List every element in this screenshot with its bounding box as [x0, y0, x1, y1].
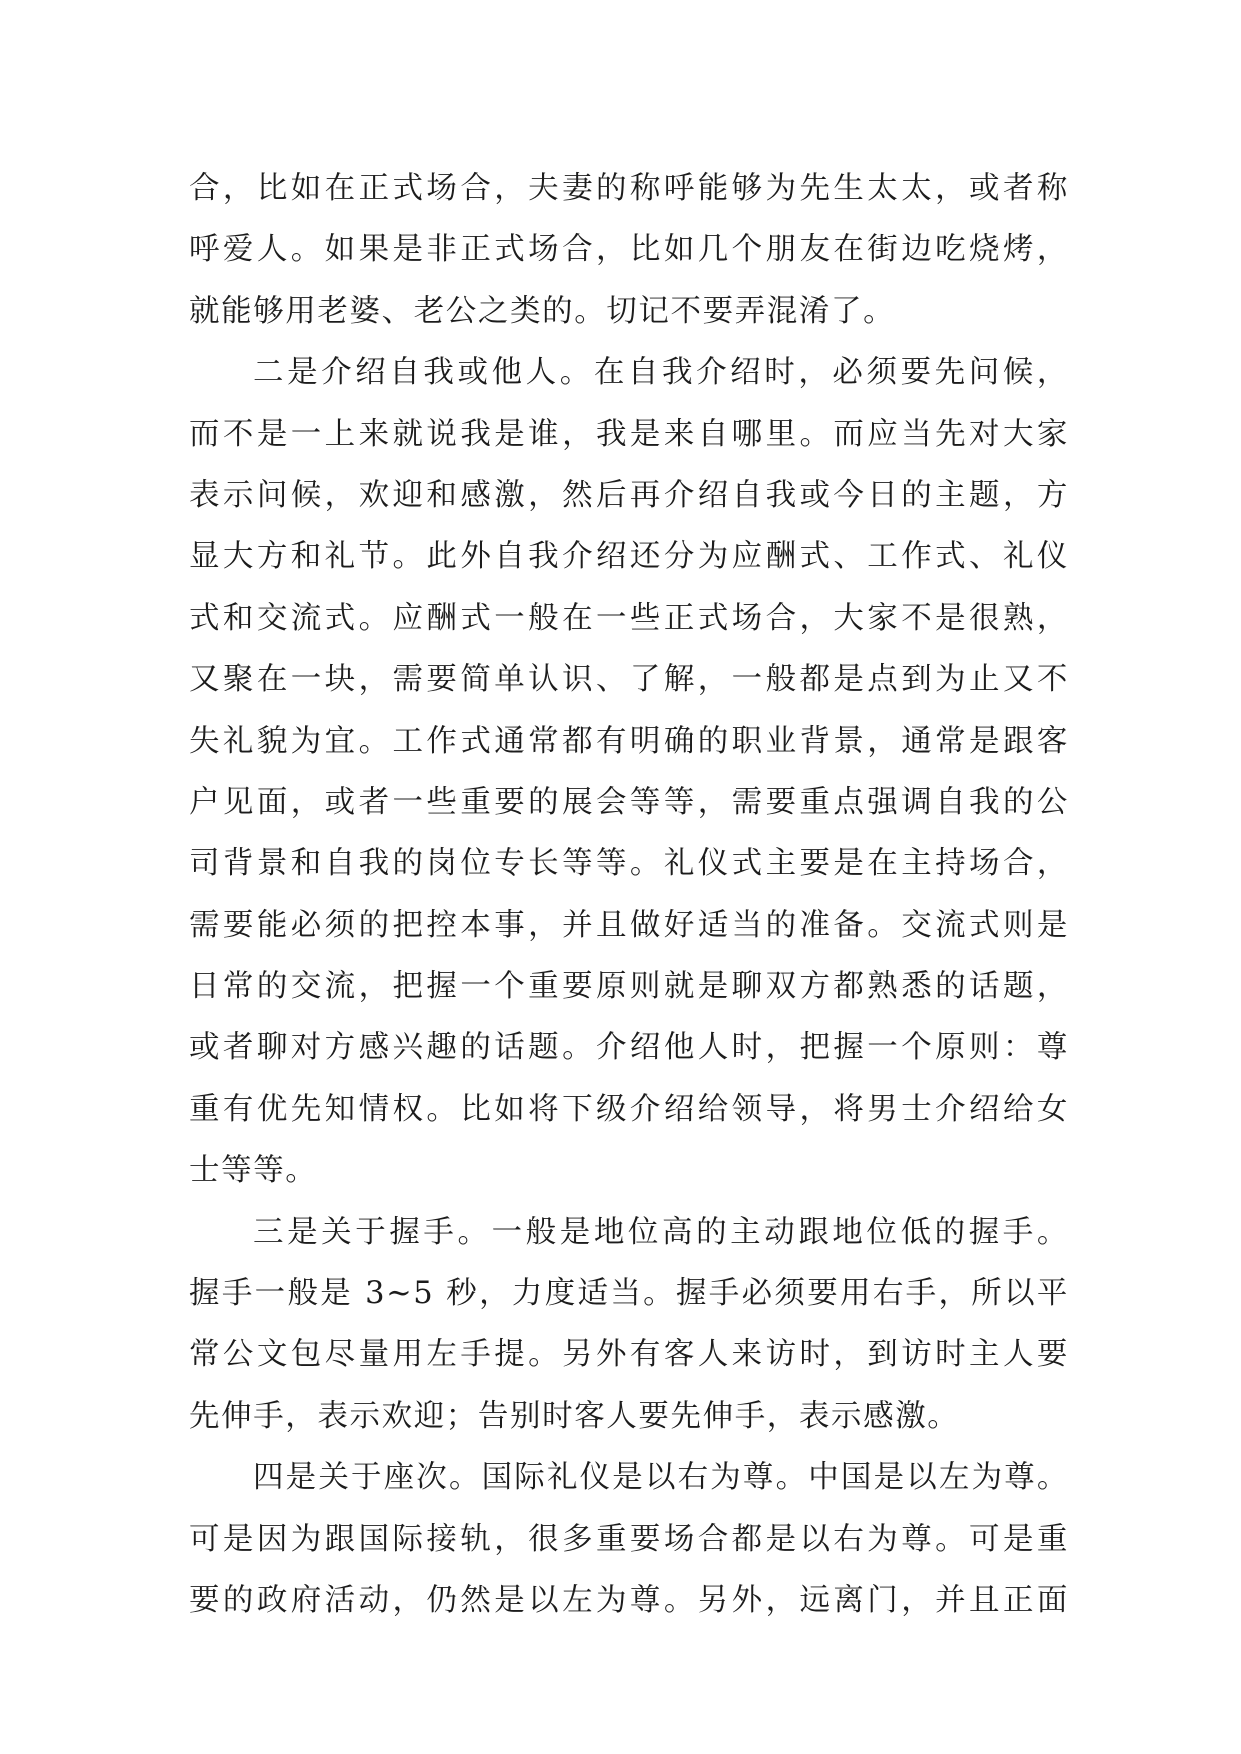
text-line: 需要能必须的把控本事，并且做好适当的准备。交流式则是: [189, 907, 1069, 943]
text-line: 三是关于握手。一般是地位高的主动跟地位低的握手。: [253, 1214, 1069, 1250]
text-line: 士等等。: [189, 1153, 318, 1189]
body-text: [189, 158, 1069, 1631]
text-line: 日常的交流，把握一个重要原则就是聊双方都熟悉的话题，: [189, 969, 1069, 1005]
text-line: 失礼貌为宜。工作式通常都有明确的职业背景，通常是跟客: [189, 723, 1069, 759]
text-line: 常公文包尽量用左手提。另外有客人来访时，到访时主人要: [189, 1337, 1069, 1373]
text-line: 呼爱人。如果是非正式场合，比如几个朋友在街边吃烧烤，: [189, 232, 1069, 268]
text-line: 司背景和自我的岗位专长等等。礼仪式主要是在主持场合，: [189, 846, 1069, 882]
text-line: 式和交流式。应酬式一般在一些正式场合，大家不是很熟，: [189, 600, 1069, 636]
text-line: 显大方和礼节。此外自我介绍还分为应酬式、工作式、礼仪: [189, 539, 1069, 575]
text-line: 握手一般是 3~5 秒，力度适当。握手必须要用右手，所以平: [189, 1276, 1069, 1312]
text-line: 户见面，或者一些重要的展会等等，需要重点强调自我的公: [189, 784, 1069, 820]
text-line: 合，比如在正式场合，夫妻的称呼能够为先生太太，或者称: [189, 171, 1069, 206]
text-line: 就能够用老婆、老公之类的。切记不要弄混淆了。: [189, 293, 896, 329]
text-line: 又聚在一块，需要简单认识、了解，一般都是点到为止又不: [189, 662, 1069, 698]
text-line: 二是介绍自我或他人。在自我介绍时，必须要先问候，: [253, 355, 1069, 391]
text-line: 要的政府活动，仍然是以左为尊。另外，远离门，并且正面: [189, 1582, 1069, 1618]
text-line: 表示问候，欢迎和感激，然后再介绍自我或今日的主题，方: [189, 477, 1069, 513]
text-line: 四是关于座次。国际礼仪是以右为尊。中国是以左为尊。: [253, 1460, 1069, 1496]
text-line: 先伸手，表示欢迎；告别时客人要先伸手，表示感激。: [189, 1398, 960, 1434]
text-line: 可是因为跟国际接轨，很多重要场合都是以右为尊。可是重: [189, 1521, 1069, 1557]
text-line: 重有优先知情权。比如将下级介绍给领导，将男士介绍给女: [189, 1091, 1069, 1127]
text-line: 而不是一上来就说我是谁，我是来自哪里。而应当先对大家: [189, 416, 1069, 452]
text-line: 或者聊对方感兴趣的话题。介绍他人时，把握一个原则：尊: [189, 1030, 1069, 1066]
